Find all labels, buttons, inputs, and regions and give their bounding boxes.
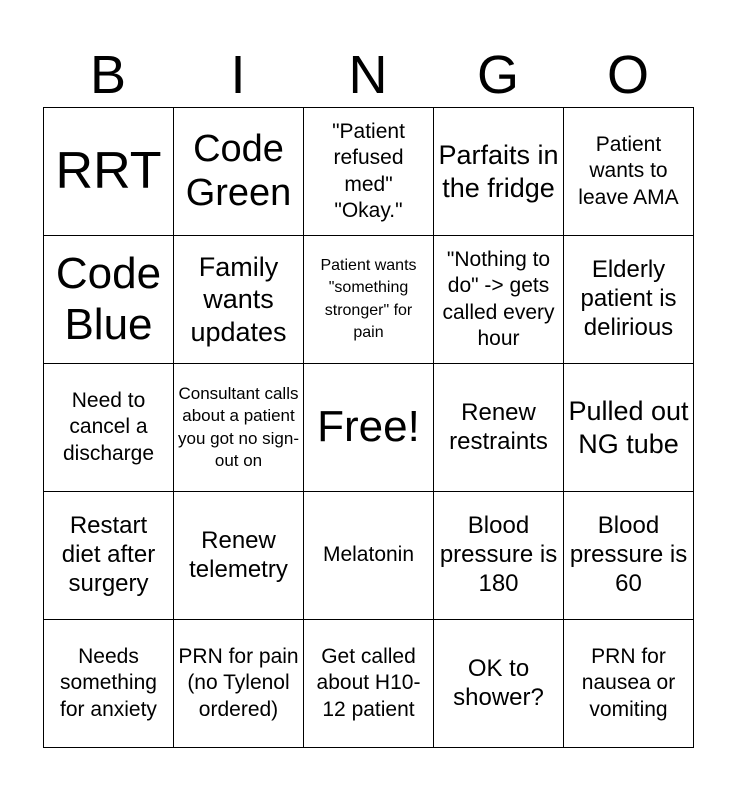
header-letter-g: G <box>476 45 519 105</box>
bingo-card <box>43 107 694 748</box>
card-cell[interactable]: Family wants updates <box>174 236 304 364</box>
card-row <box>44 492 694 620</box>
free-space-cell[interactable]: Free! <box>304 364 434 492</box>
card-cell[interactable]: Elderly patient is delirious <box>564 236 694 364</box>
card-cell[interactable]: Renew telemetry <box>174 492 304 620</box>
card-cell[interactable]: Pulled out NG tube <box>564 364 694 492</box>
card-cell[interactable]: "Patient refused med" "Okay." <box>304 108 434 236</box>
card-cell[interactable]: Code Blue <box>44 236 174 364</box>
header-letter-b: B <box>89 45 127 105</box>
card-row <box>44 236 694 364</box>
card-cell[interactable]: PRN for pain (no Tylenol ordered) <box>174 620 304 748</box>
card-cell[interactable]: OK to shower? <box>434 620 564 748</box>
card-cell[interactable]: Get called about H10-12 patient <box>304 620 434 748</box>
card-cell[interactable]: Melatonin <box>304 492 434 620</box>
card-cell[interactable]: Blood pressure is 180 <box>434 492 564 620</box>
card-cell[interactable]: Restart diet after surgery <box>44 492 174 620</box>
card-cell[interactable]: Parfaits in the fridge <box>434 108 564 236</box>
card-row <box>44 108 694 236</box>
header-letter-o: O <box>606 45 649 105</box>
card-cell[interactable]: Consultant calls about a patient you got no sign-out on <box>174 364 304 492</box>
card-cell[interactable]: Renew restraints <box>434 364 564 492</box>
card-row <box>44 620 694 748</box>
header-letter-i: I <box>230 45 246 105</box>
card-cell[interactable]: "Nothing to do" -> gets called every hour <box>434 236 564 364</box>
card-cell[interactable]: RRT <box>44 108 174 236</box>
card-cell[interactable]: Blood pressure is 60 <box>564 492 694 620</box>
card-cell[interactable]: Needs something for anxiety <box>44 620 174 748</box>
header-letter-n: N <box>348 45 388 105</box>
bingo-header <box>43 42 693 108</box>
card-cell[interactable]: Patient wants to leave AMA <box>564 108 694 236</box>
card-row <box>44 364 694 492</box>
card-cell[interactable]: Code Green <box>174 108 304 236</box>
card-cell[interactable]: Patient wants "something stronger" for pain <box>304 236 434 364</box>
card-cell[interactable]: Need to cancel a discharge <box>44 364 174 492</box>
card-cell[interactable]: PRN for nausea or vomiting <box>564 620 694 748</box>
